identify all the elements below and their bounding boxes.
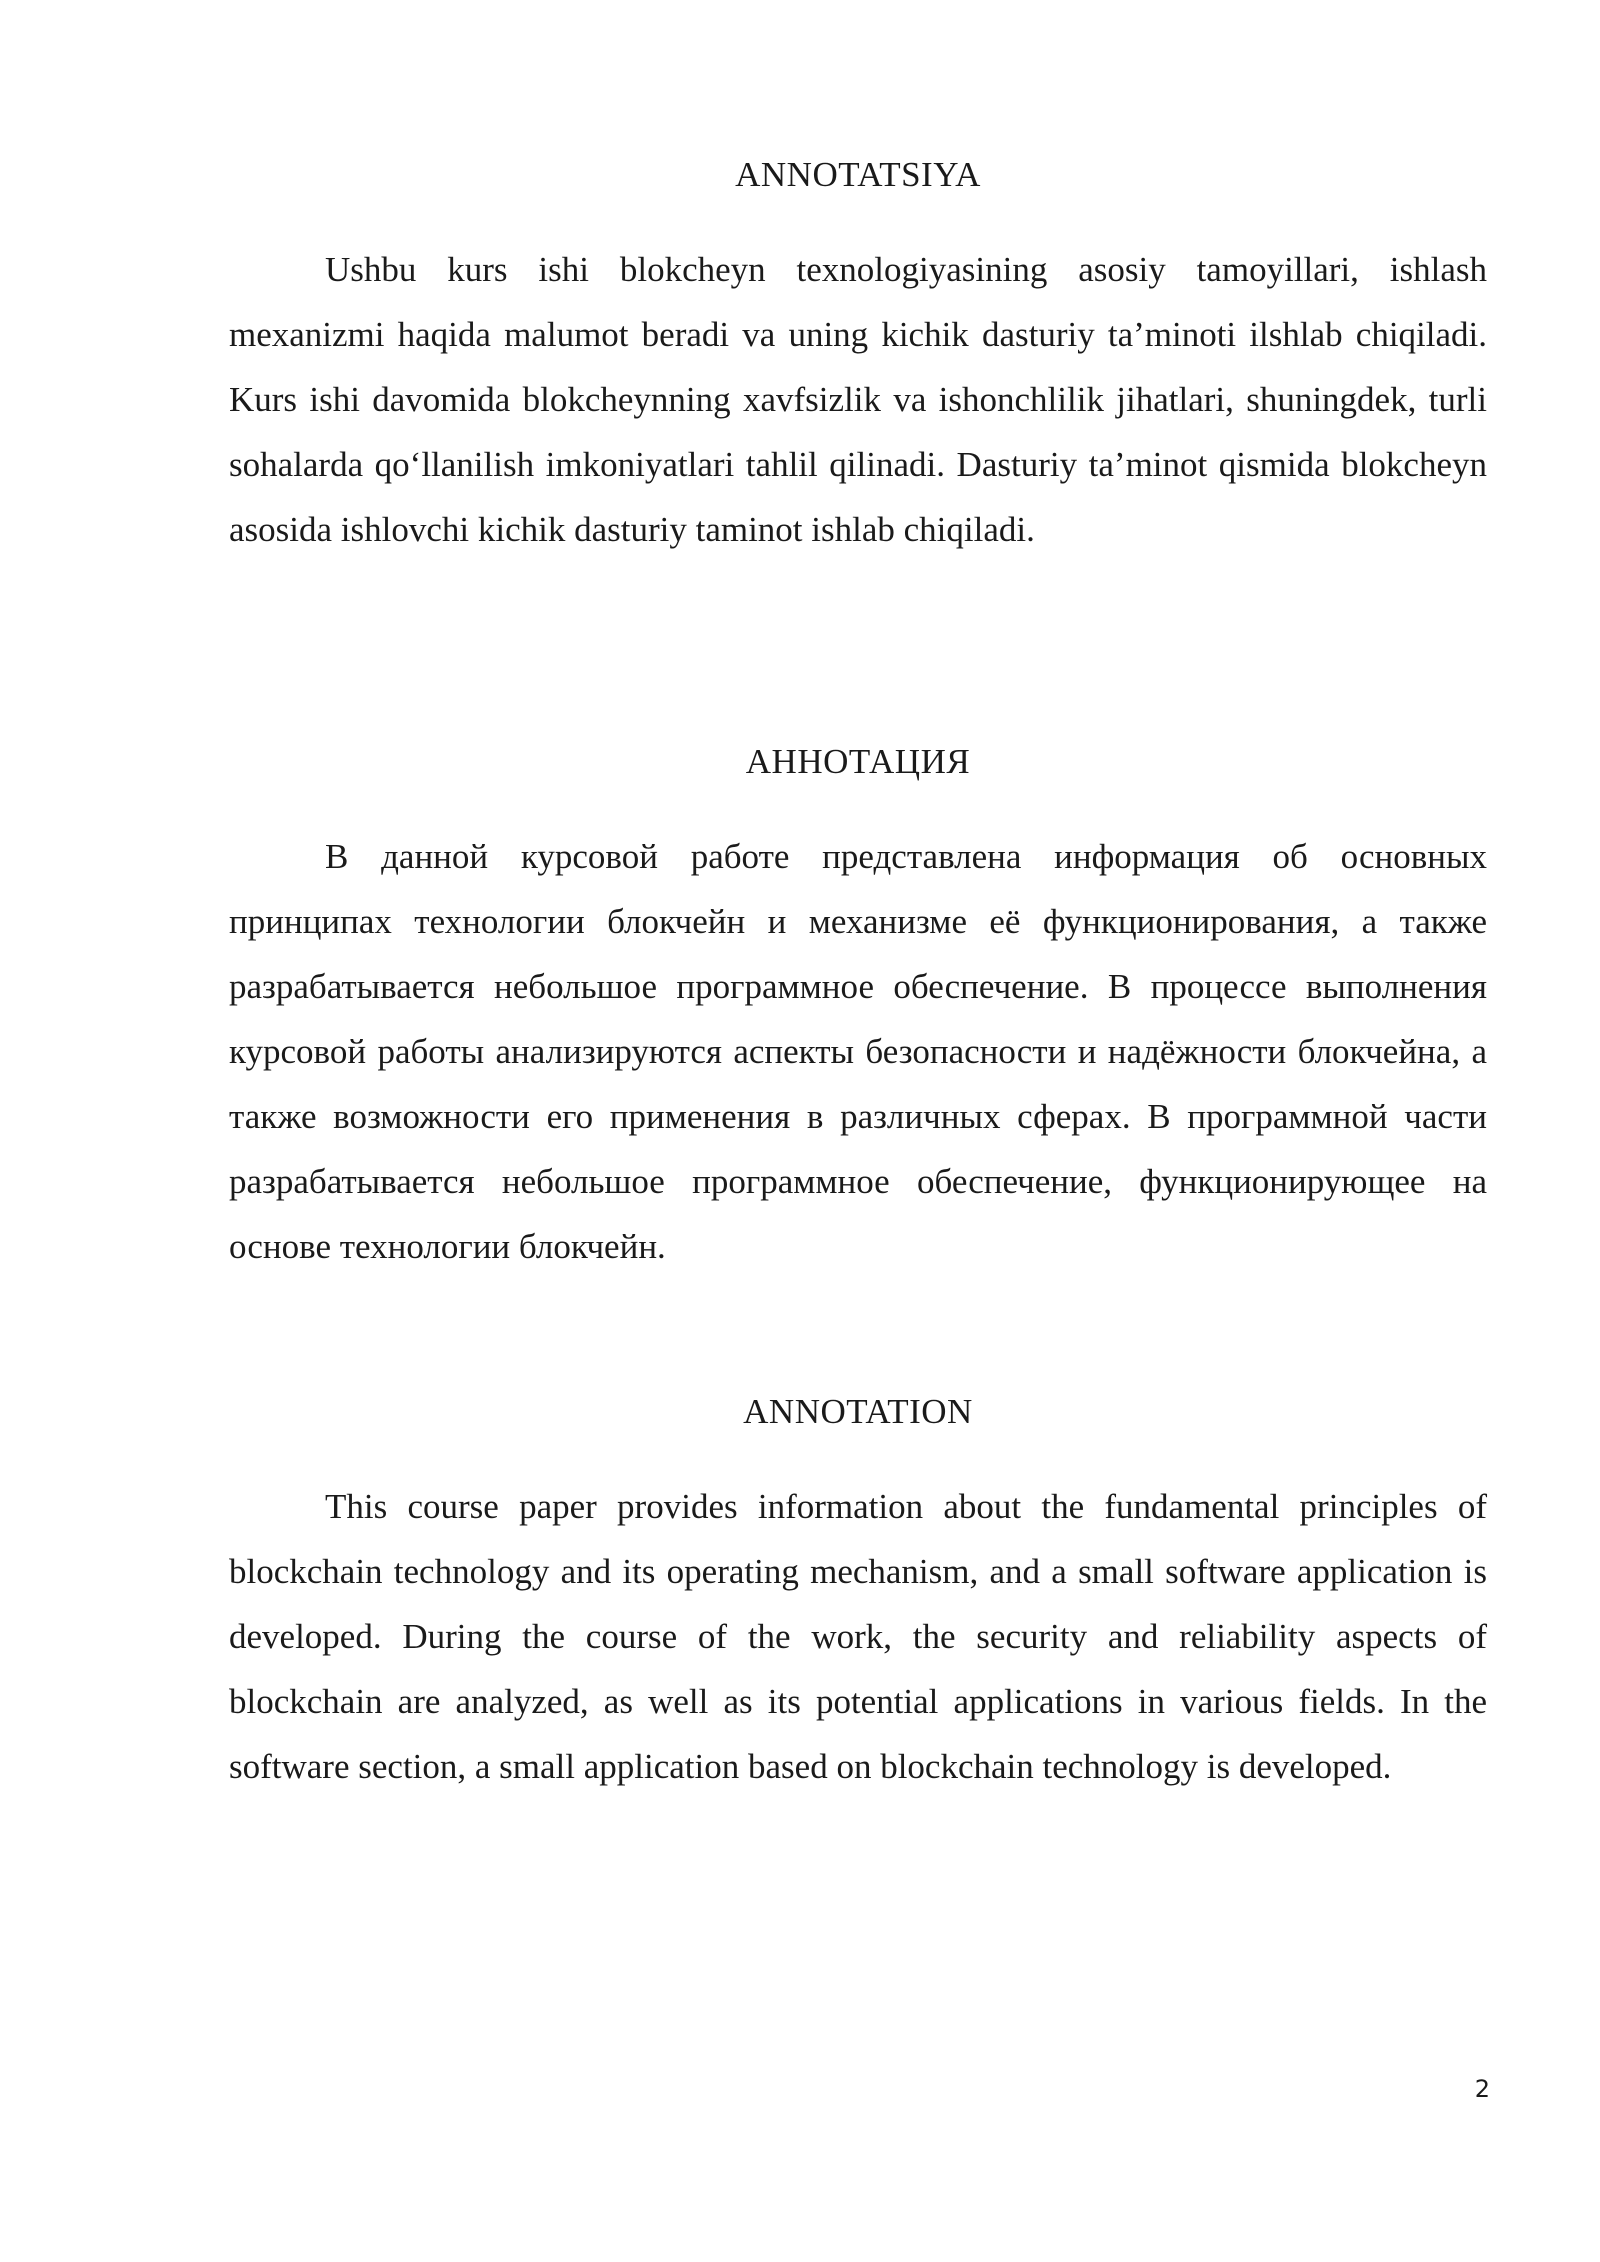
annotation-russian-text: В данной курсовой работе представлена информация об основных принципах технологии блокчейн и механизме её функционирования, а также разрабатывается небольшое программное обеспечение. В процессе выполнения курсовой работы анализируются аспекты безопасности и надёжности блокчейна, а также возможности его применения в различных сферах. В программной части разрабатывается небольшое программное обеспечение, функционирующее на основе технологии блокчейн. bbox=[229, 837, 1487, 1266]
annotation-english-text: This course paper provides information about the fundamental principles of blockchain technology and its operating mechanism, and a small software application is developed. During the course of the work, the security and reliability aspects of blockchain are analyzed, as well as its potential applications in various fields. In the software section, a small application based on blockchain technology is developed. bbox=[229, 1487, 1487, 1786]
annotation-uzbek-text: Ushbu kurs ishi blokcheyn texnologiyasining asosiy tamoyillari, ishlash mexanizmi haqida malumot beradi va uning kichik dasturiy ta’minoti ilshlab chiqiladi. Kurs ishi davomida blokcheynning xavfsizlik va ishonchlilik jihatlari, shuningdek, turli sohalarda qo‘llanilish imkoniyatlari tahlil qilinadi. Dasturiy ta’minot qismida blokcheyn asosida ishlovchi kichik dasturiy taminot ishlab chiqiladi. bbox=[229, 250, 1487, 549]
page-number: 2 bbox=[1474, 2075, 1490, 2103]
annotation-uzbek-section bbox=[229, 155, 1487, 562]
annotation-english-section bbox=[229, 1392, 1487, 1799]
annotation-russian-title: АННОТАЦИЯ bbox=[745, 742, 971, 781]
annotation-english-title: ANNOTATION bbox=[743, 1392, 973, 1431]
annotation-uzbek-title: ANNOTATSIYA bbox=[735, 155, 981, 194]
annotation-russian-section bbox=[229, 742, 1487, 1279]
